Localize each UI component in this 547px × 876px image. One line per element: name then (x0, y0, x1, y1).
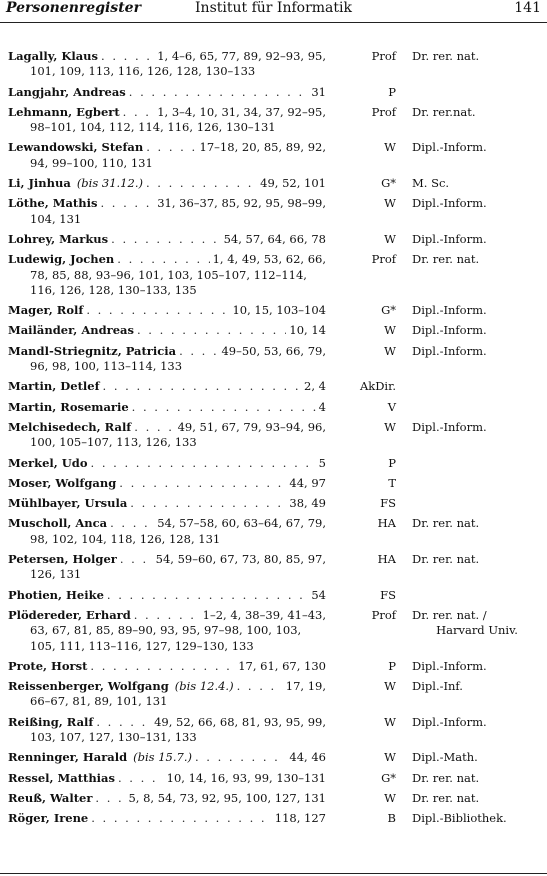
academic-title-line: Dr. rer. nat. (412, 49, 480, 63)
leader-dots (103, 379, 302, 394)
entry-first-line (8, 323, 326, 338)
page-references: 2, 4 (304, 379, 326, 394)
academic-title (404, 49, 542, 80)
position-code: W (384, 323, 396, 338)
index-entry (8, 811, 543, 826)
header-rule (0, 22, 547, 23)
academic-title-line: Dr. rer. nat. / (412, 607, 487, 622)
index-entry (8, 49, 543, 80)
running-head-left: Personenregister (6, 0, 141, 16)
leader-dots (91, 811, 272, 826)
entry-first-line (8, 715, 326, 730)
page-references: 54 (311, 587, 326, 602)
index-entry (8, 456, 543, 471)
entry-name-column (8, 679, 326, 710)
page-references: 1–2, 4, 38–39, 41–43, (202, 607, 326, 622)
page-references: 44, 46 (289, 750, 326, 765)
index-entry (8, 588, 543, 603)
position-code: W (384, 231, 396, 246)
entry-name-column (8, 750, 326, 765)
entry-name-column (8, 105, 326, 136)
entry-name-column (8, 588, 326, 603)
person-name: Lewandowski, Stefan (8, 140, 144, 155)
tenure-note: (bis 31.12.) (76, 176, 143, 191)
index-entry (8, 420, 543, 451)
academic-title-line: Dr. rer.nat. (412, 104, 476, 119)
page-references-continued: 63, 67, 81, 85, 89–90, 93, 95, 97–98, 100, 103, 105, 111, 113–116, 127, 129–130, 133 (30, 623, 302, 653)
academic-title (404, 196, 542, 227)
academic-title-line: Dipl.-Inform. (412, 303, 487, 318)
person-name: Prote, Horst (8, 658, 88, 673)
position-code: W (384, 343, 396, 358)
page-references: 44, 97 (289, 475, 326, 490)
leader-dots (146, 176, 257, 191)
leader-dots (110, 516, 154, 531)
index-entry (8, 379, 543, 394)
index-entry (8, 140, 543, 171)
academic-title-line: Dipl.-Inform. (412, 231, 487, 246)
page-references-continued: 94, 99–100, 110, 131 (30, 155, 153, 170)
leader-dots (129, 85, 309, 100)
academic-title-line: Dipl.-Inform. (412, 196, 487, 211)
page-references: 1, 4, 49, 53, 62, 66, (212, 252, 326, 267)
entry-name-column (8, 476, 326, 491)
position-code: Prof (371, 607, 396, 622)
person-name: Reuß, Walter (8, 790, 93, 805)
position-code: FS (380, 587, 396, 602)
index-entry (8, 679, 543, 710)
entry-first-line (8, 196, 326, 211)
leader-dots (119, 476, 286, 491)
person-name: Melchisedech, Ralf (8, 419, 132, 434)
academic-title (404, 608, 542, 654)
academic-title-line: Dr. rer. nat. (412, 516, 480, 531)
entry-name-column (8, 400, 326, 415)
person-name: Martin, Detlef (8, 379, 100, 394)
page-references: 118, 127 (274, 811, 326, 826)
leader-dots (134, 420, 174, 435)
leader-dots (101, 49, 154, 64)
page-references-continued: 78, 85, 88, 93–96, 101, 103, 105–107, 112–114, 116, 126, 128, 130–133, 135 (30, 267, 307, 297)
leader-dots (195, 750, 286, 765)
person-name: Plödereder, Erhard (8, 607, 131, 622)
leader-dots (120, 552, 153, 567)
leader-dots (111, 232, 220, 247)
academic-title-line: Dipl.-Inform. (412, 140, 487, 155)
academic-title (404, 476, 542, 491)
page-references: 31, 36–37, 85, 92, 95, 98–99, (157, 196, 326, 211)
index-entry (8, 771, 543, 786)
page-references-continued: 126, 131 (30, 567, 82, 582)
position-code: P (388, 658, 396, 673)
academic-title-line: Dipl.-Inform. (412, 714, 487, 729)
page-references-continued: 104, 131 (30, 211, 82, 226)
person-name: Ludewig, Jochen (8, 252, 115, 267)
entry-first-line (8, 85, 326, 100)
person-name: Lohrey, Markus (8, 231, 109, 246)
index-entry (8, 105, 543, 136)
entry-name-column (8, 811, 326, 826)
position-code: W (384, 714, 396, 729)
academic-title-line: Dipl.-Inform. (412, 419, 487, 434)
academic-title (404, 232, 542, 247)
index-entry (8, 608, 543, 654)
entry-name-column (8, 140, 326, 171)
person-index-list (8, 49, 543, 831)
leader-dots (117, 252, 209, 267)
page-references: 49–50, 53, 66, 79, (221, 343, 326, 358)
page-references: 49, 52, 101 (260, 176, 326, 191)
position-code: W (384, 679, 396, 694)
entry-first-line (8, 811, 326, 826)
person-name: Lehmann, Egbert (8, 104, 120, 119)
page-references: 4 (318, 399, 326, 414)
page-references: 1, 4–6, 65, 77, 89, 92–93, 95, (157, 49, 326, 63)
entry-name-column (8, 496, 326, 511)
leader-dots (130, 496, 286, 511)
entry-first-line (8, 588, 326, 603)
page-references: 31 (311, 84, 326, 99)
academic-title (404, 400, 542, 415)
person-name: Röger, Irene (8, 811, 89, 826)
index-entry (8, 715, 543, 746)
entry-name-column (8, 85, 326, 100)
position-code: W (384, 140, 396, 155)
page-references: 54, 57, 64, 66, 78 (223, 231, 326, 246)
entry-name-column (8, 552, 326, 583)
index-entry (8, 252, 543, 298)
index-entry (8, 400, 543, 415)
tenure-note: (bis 15.7.) (133, 750, 192, 765)
person-name: Li, Jinhua (8, 176, 71, 191)
position-code: T (388, 475, 396, 490)
position-code: W (384, 790, 396, 805)
entry-first-line (8, 608, 326, 623)
position-code: G* (381, 176, 396, 191)
position-code: G* (381, 303, 396, 318)
entry-first-line (8, 791, 326, 806)
page-references: 10, 14 (289, 323, 326, 338)
person-name: Renninger, Harald (8, 750, 128, 765)
person-name: Mühlbayer, Ursula (8, 496, 128, 511)
person-name: Langjahr, Andreas (8, 84, 126, 99)
page-header (6, 0, 541, 24)
index-entry (8, 344, 543, 375)
academic-title (404, 791, 542, 806)
entry-name-column (8, 456, 326, 471)
index-entry (8, 750, 543, 765)
entry-first-line (8, 400, 326, 415)
person-name: Mager, Rolf (8, 303, 84, 318)
academic-title (404, 552, 542, 583)
page-references: 17, 61, 67, 130 (238, 658, 326, 673)
entry-name-column (8, 771, 326, 786)
page-references-continued: 101, 109, 113, 116, 126, 128, 130–133 (30, 64, 256, 79)
academic-title-line: Dr. rer. nat. (412, 790, 480, 805)
entry-name-column (8, 420, 326, 451)
entry-first-line (8, 679, 326, 694)
index-entry (8, 303, 543, 318)
person-name: Photien, Heike (8, 587, 104, 602)
position-code: P (388, 84, 396, 99)
page-references-continued: 103, 107, 127, 130–131, 133 (30, 729, 197, 744)
entry-first-line (8, 552, 326, 567)
index-entry (8, 232, 543, 247)
leader-dots (90, 659, 235, 674)
leader-dots (132, 400, 316, 415)
page-references-continued: 98–101, 104, 112, 114, 116, 126, 130–131 (30, 120, 276, 135)
leader-dots (107, 588, 308, 603)
entry-first-line (8, 344, 326, 359)
page-references: 10, 14, 16, 93, 99, 130–131 (166, 770, 326, 785)
academic-title (404, 176, 542, 191)
academic-title (404, 516, 542, 547)
position-code: B (387, 811, 396, 826)
page-references-continued: 66–67, 81, 89, 101, 131 (30, 694, 168, 709)
entry-name-column (8, 516, 326, 547)
index-entry (8, 476, 543, 491)
page-references: 1, 3–4, 10, 31, 34, 37, 92–95, (157, 104, 326, 119)
academic-title-line: Dr. rer. nat. (412, 552, 480, 567)
position-code: AkDir. (359, 379, 396, 394)
person-name: Reissenberger, Wolfgang (8, 679, 169, 694)
academic-title-line: Dipl.-Inform. (412, 343, 487, 358)
page-references: 49, 52, 66, 68, 81, 93, 95, 99, (154, 714, 326, 729)
leader-dots (134, 608, 200, 623)
academic-title (404, 379, 542, 394)
entry-name-column (8, 232, 326, 247)
person-name: Löthe, Mathis (8, 196, 98, 211)
academic-title (404, 750, 542, 765)
position-code: W (384, 750, 396, 765)
index-entry (8, 196, 543, 227)
entry-first-line (8, 176, 326, 191)
academic-title (404, 771, 542, 786)
academic-title (404, 344, 542, 375)
entry-name-column (8, 659, 326, 674)
academic-title (404, 679, 542, 710)
academic-title-line: Dipl.-Inform. (412, 658, 487, 673)
entry-first-line (8, 659, 326, 674)
entry-name-column (8, 303, 326, 318)
position-code: Prof (371, 49, 396, 63)
leader-dots (118, 771, 164, 786)
position-code: G* (381, 770, 396, 785)
tenure-note: (bis 12.4.) (174, 679, 234, 694)
person-name: Martin, Rosemarie (8, 399, 129, 414)
page-references: 17–18, 20, 85, 89, 92, (199, 140, 326, 155)
page-references: 38, 49 (289, 496, 326, 511)
person-name: Mandl-Striegnitz, Patricia (8, 343, 177, 358)
entry-name-column (8, 196, 326, 227)
index-entry (8, 552, 543, 583)
leader-dots (237, 679, 283, 694)
leader-dots (146, 140, 196, 155)
person-name: Merkel, Udo (8, 455, 88, 470)
position-code: HA (377, 516, 396, 531)
entry-name-column (8, 49, 326, 80)
leader-dots (91, 456, 316, 471)
person-name: Mailänder, Andreas (8, 323, 134, 338)
entry-first-line (8, 252, 326, 267)
page-references: 5, 8, 54, 73, 92, 95, 100, 127, 131 (128, 790, 326, 805)
academic-title (404, 140, 542, 171)
page-references: 10, 15, 103–104 (232, 303, 326, 318)
position-code: W (384, 419, 396, 434)
academic-title (404, 496, 542, 511)
entry-name-column (8, 252, 326, 298)
entry-first-line (8, 456, 326, 471)
academic-title (404, 456, 542, 471)
leader-dots (95, 791, 125, 806)
person-name: Petersen, Holger (8, 552, 117, 567)
entry-name-column (8, 379, 326, 394)
position-code: W (384, 196, 396, 211)
running-head-center: Institut für Informatik (195, 0, 352, 16)
person-name: Moser, Wolfgang (8, 475, 117, 490)
entry-name-column (8, 176, 326, 191)
leader-dots (137, 323, 286, 338)
entry-name-column (8, 608, 326, 654)
entry-first-line (8, 476, 326, 491)
academic-title (404, 811, 542, 826)
page-references-continued: 98, 102, 104, 118, 126, 128, 131 (30, 531, 221, 546)
academic-title-line: M. Sc. (412, 176, 450, 191)
academic-title (404, 85, 542, 100)
academic-title-line-2: Harvard Univ. (436, 623, 518, 638)
position-code: Prof (371, 104, 396, 119)
leader-dots (100, 196, 154, 211)
academic-title (404, 323, 542, 338)
person-name: Reißing, Ralf (8, 714, 94, 729)
entry-name-column (8, 323, 326, 338)
entry-first-line (8, 105, 326, 120)
leader-dots (179, 344, 218, 359)
entry-first-line (8, 516, 326, 531)
person-name: Muscholl, Anca (8, 516, 108, 531)
page-number: 141 (514, 0, 541, 16)
leader-dots (86, 303, 229, 318)
entry-first-line (8, 420, 326, 435)
academic-title (404, 303, 542, 318)
academic-title-line: Dipl.-Math. (412, 750, 478, 765)
entry-name-column (8, 791, 326, 806)
entry-name-column (8, 715, 326, 746)
leader-dots (123, 105, 155, 120)
footer-rule (0, 873, 547, 874)
academic-title (404, 105, 542, 136)
index-entry (8, 176, 543, 191)
leader-dots (96, 715, 151, 730)
position-code: V (387, 399, 396, 414)
entry-first-line (8, 750, 326, 765)
position-code: FS (380, 496, 396, 511)
academic-title (404, 420, 542, 451)
academic-title-line: Dipl.-Inform. (412, 323, 487, 338)
entry-first-line (8, 232, 326, 247)
academic-title-line: Dipl.-Bibliothek. (412, 811, 507, 826)
entry-first-line (8, 303, 326, 318)
position-code: Prof (371, 252, 396, 267)
academic-title (404, 252, 542, 298)
page-references-continued: 100, 105–107, 113, 126, 133 (30, 435, 197, 450)
page-references: 17, 19, (285, 679, 326, 694)
academic-title-line: Dr. rer. nat. (412, 770, 480, 785)
entry-first-line (8, 140, 326, 155)
academic-title (404, 659, 542, 674)
entry-first-line (8, 49, 326, 64)
page-references: 54, 59–60, 67, 73, 80, 85, 97, (155, 552, 326, 567)
index-entry (8, 516, 543, 547)
page-references: 49, 51, 67, 79, 93–94, 96, (177, 419, 326, 434)
academic-title-line: Dipl.-Inf. (412, 679, 463, 694)
index-entry (8, 85, 543, 100)
entry-first-line (8, 771, 326, 786)
person-name: Lagally, Klaus (8, 49, 99, 63)
index-entry (8, 659, 543, 674)
academic-title (404, 588, 542, 603)
index-entry (8, 791, 543, 806)
academic-title-line: Dr. rer. nat. (412, 252, 480, 267)
index-entry (8, 496, 543, 511)
position-code: P (388, 455, 396, 470)
page-references: 54, 57–58, 60, 63–64, 67, 79, (157, 516, 326, 531)
index-entry (8, 323, 543, 338)
person-name: Ressel, Matthias (8, 770, 115, 785)
position-code: HA (377, 552, 396, 567)
page-references-continued: 96, 98, 100, 113–114, 133 (30, 359, 183, 374)
entry-name-column (8, 344, 326, 375)
entry-first-line (8, 496, 326, 511)
academic-title (404, 715, 542, 746)
page-references: 5 (318, 455, 326, 470)
entry-first-line (8, 379, 326, 394)
